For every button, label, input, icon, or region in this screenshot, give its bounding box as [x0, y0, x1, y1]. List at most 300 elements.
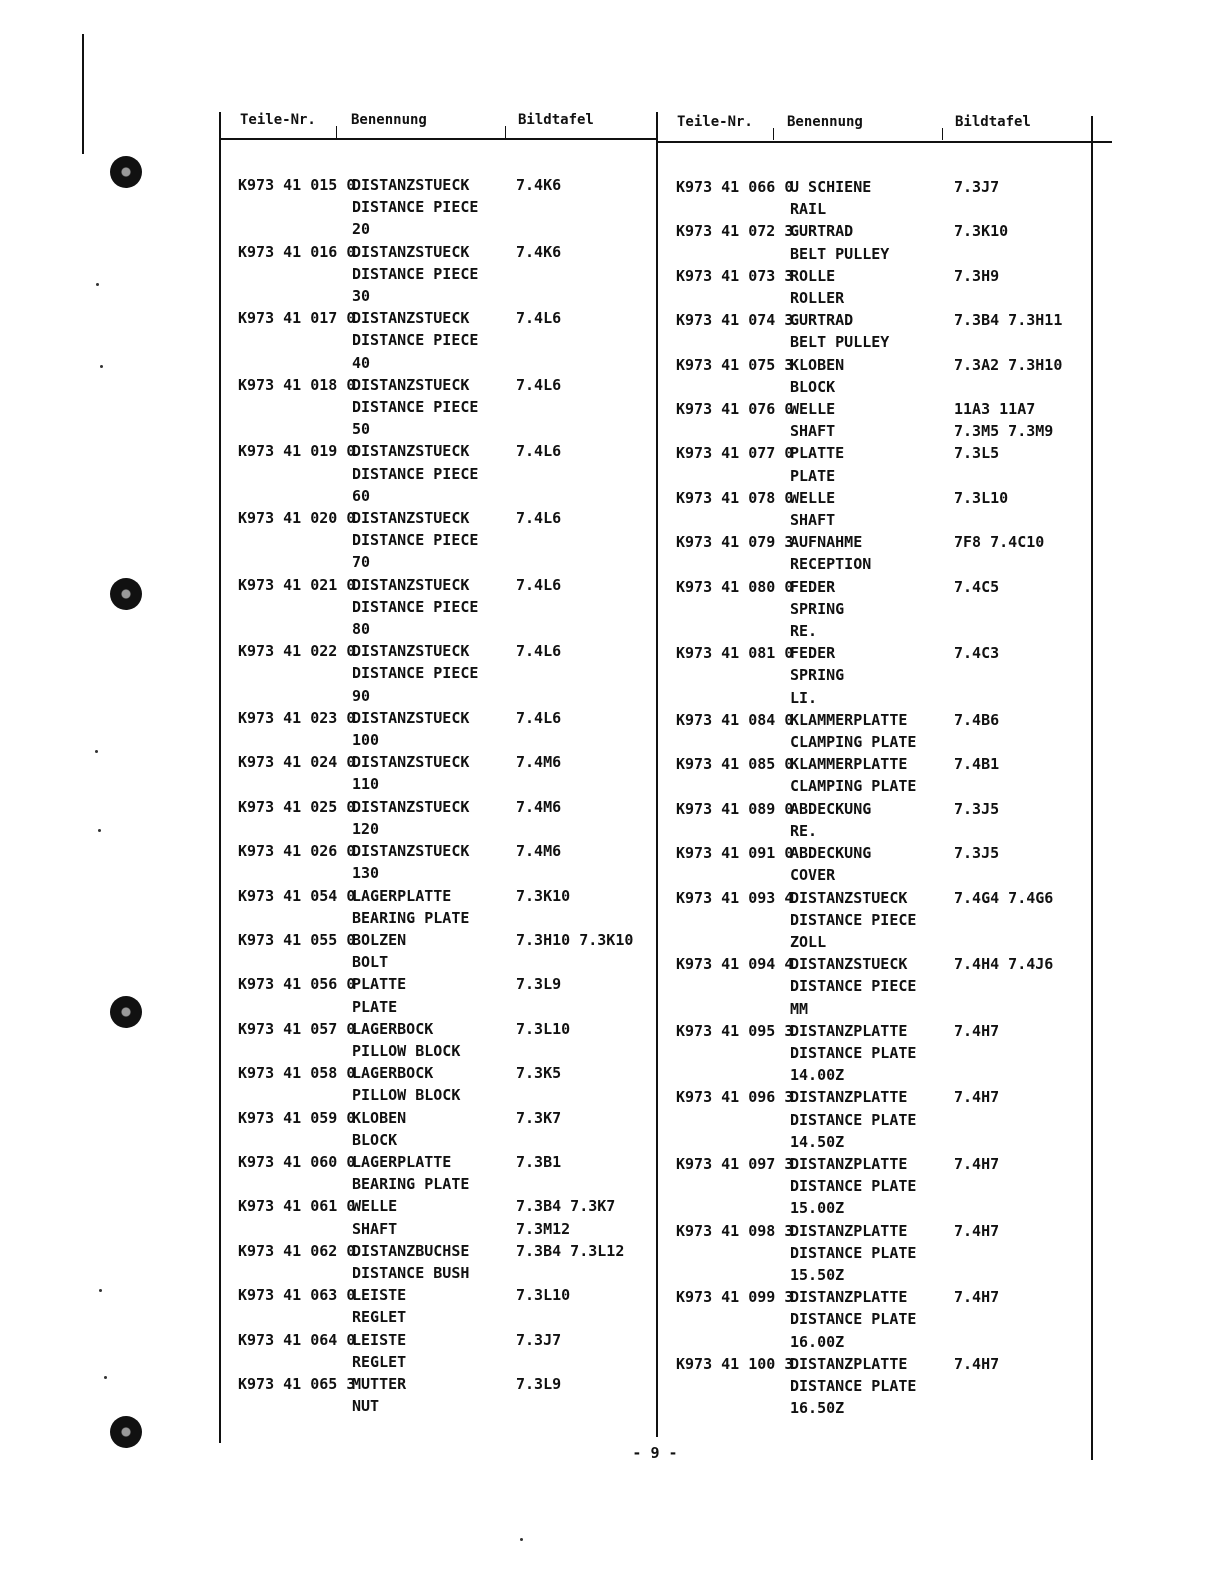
part-entry: [676, 531, 1101, 575]
part-number: K973 41 096 3: [676, 1088, 794, 1107]
part-name: DISTANZPLATTE: [790, 1154, 908, 1173]
part-entry: [238, 1107, 663, 1151]
parts-list-right: [676, 176, 1101, 1419]
plate-reference: 7.4H4 7.4J6: [954, 955, 1054, 974]
header-name-right: Benennung: [787, 114, 863, 130]
part-entry: [238, 1373, 663, 1417]
blank-cell: [238, 196, 352, 218]
plate-reference: 7.3L10: [954, 488, 1009, 507]
part-entry-subrow: [676, 1264, 1101, 1286]
blank-cell: [238, 1129, 352, 1151]
blank-cell: [676, 243, 790, 265]
plate-reference: 7.4L6: [516, 642, 562, 661]
blank-cell: [238, 773, 352, 795]
part-number: K973 41 084 0: [676, 710, 794, 729]
plate-reference: 7.3B4 7.3K7: [516, 1197, 616, 1216]
part-description: RAIL: [790, 200, 827, 219]
part-entry-subrow: [676, 820, 1101, 842]
part-entry-row: [676, 487, 1101, 509]
plate-reference: 7.4H7: [954, 1154, 1000, 1173]
part-description: DISTANCE BUSH: [352, 1263, 470, 1282]
plate-reference-continued: 7.3M12: [516, 1219, 571, 1238]
part-name: GURTRAD: [790, 222, 854, 241]
blank-cell: [676, 1397, 790, 1419]
part-name: LEISTE: [352, 1286, 407, 1305]
part-entry-subrow: [676, 198, 1101, 220]
part-name: LEISTE: [352, 1330, 407, 1349]
part-name: DISTANZSTUECK: [352, 509, 470, 528]
part-name: DISTANZPLATTE: [790, 1221, 908, 1240]
part-entry-row: [676, 887, 1101, 909]
plate-reference: 7.3L9: [516, 1374, 562, 1393]
part-name: WELLE: [790, 400, 836, 419]
part-entry-subrow: [676, 376, 1101, 398]
part-number: K973 41 098 3: [676, 1221, 794, 1240]
part-entry-subrow: [238, 818, 663, 840]
part-name: DISTANZSTUECK: [352, 309, 470, 328]
part-entry-subrow: [238, 951, 663, 973]
part-entry-row: [238, 1195, 663, 1217]
part-description: RE.: [790, 821, 818, 840]
part-entry-row: [238, 307, 663, 329]
part-entry: [238, 1018, 663, 1062]
blank-cell: [238, 685, 352, 707]
blank-cell: [238, 662, 352, 684]
part-description: DISTANCE PLATE: [790, 1310, 917, 1329]
header-part-number-left: Teile-Nr.: [240, 112, 316, 128]
part-number: K973 41 078 0: [676, 488, 794, 507]
part-entry-subrow: [676, 509, 1101, 531]
part-name: DISTANZSTUECK: [352, 708, 470, 727]
part-description: 90: [352, 686, 371, 705]
header-tick: [336, 126, 337, 138]
part-entry: [238, 707, 663, 751]
part-entry-row: [676, 398, 1101, 420]
part-description: 14.50Z: [790, 1132, 845, 1151]
part-number: K973 41 065 3: [238, 1374, 356, 1393]
part-entry: [676, 442, 1101, 486]
part-entry-subrow: [238, 463, 663, 485]
blank-cell: [676, 1109, 790, 1131]
header-part-number-right: Teile-Nr.: [677, 114, 753, 130]
part-number: K973 41 095 3: [676, 1021, 794, 1040]
plate-reference: 7.4L6: [516, 509, 562, 528]
blank-cell: [676, 420, 790, 442]
part-entry-subrow: [676, 664, 1101, 686]
part-name: BOLZEN: [352, 930, 407, 949]
plate-reference: 7.4B6: [954, 710, 1000, 729]
blank-cell: [238, 263, 352, 285]
part-number: K973 41 015 0: [238, 176, 356, 194]
part-description: BELT PULLEY: [790, 244, 890, 263]
blank-cell: [238, 1351, 352, 1373]
part-entry-subrow: [238, 1262, 663, 1284]
part-number: K973 41 100 3: [676, 1354, 794, 1373]
part-entry-row: [676, 953, 1101, 975]
part-entry: [676, 309, 1101, 353]
part-number: K973 41 081 0: [676, 644, 794, 663]
part-entry-subrow: [238, 773, 663, 795]
plate-reference: 7.4K6: [516, 242, 562, 261]
part-number: K973 41 091 0: [676, 844, 794, 863]
part-description: 15.00Z: [790, 1199, 845, 1218]
part-entry: [676, 220, 1101, 264]
plate-reference: 7.3B1: [516, 1152, 562, 1171]
part-entry: [238, 574, 663, 641]
part-entry-subrow: [676, 1308, 1101, 1330]
part-name: DISTANZPLATTE: [790, 1288, 908, 1307]
part-description: DISTANCE PIECE: [352, 331, 479, 350]
part-name: DISTANZPLATTE: [790, 1021, 908, 1040]
blank-cell: [238, 1218, 352, 1240]
part-name: DISTANZSTUECK: [352, 176, 470, 194]
part-name: DISTANZSTUECK: [352, 797, 470, 816]
plate-reference: 7.4L6: [516, 309, 562, 328]
part-description: DISTANCE PIECE: [352, 398, 479, 417]
part-entry-subrow: [238, 907, 663, 929]
part-entry-subrow: [676, 420, 1101, 442]
page-number: - 9 -: [632, 1444, 678, 1462]
part-name: DISTANZSTUECK: [352, 242, 470, 261]
part-entry-row: [238, 1107, 663, 1129]
header-plate-left: Bildtafel: [518, 112, 594, 128]
blank-cell: [676, 1331, 790, 1353]
part-entry: [238, 1195, 663, 1239]
part-description: DISTANCE PIECE: [352, 531, 479, 550]
part-number: K973 41 024 0: [238, 753, 356, 772]
part-entry: [238, 1062, 663, 1106]
part-name: PLATTE: [790, 444, 845, 463]
part-name: DISTANZSTUECK: [790, 955, 908, 974]
part-entry-row: [676, 1020, 1101, 1042]
blank-cell: [676, 998, 790, 1020]
part-entry-row: [676, 442, 1101, 464]
blank-cell: [238, 596, 352, 618]
part-entry: [676, 398, 1101, 442]
part-name: LAGERBOCK: [352, 1019, 434, 1038]
blank-cell: [676, 931, 790, 953]
blank-cell: [676, 1042, 790, 1064]
part-description: BLOCK: [352, 1130, 398, 1149]
part-description: DISTANCE PIECE: [352, 464, 479, 483]
part-entry-subrow: [676, 687, 1101, 709]
scan-speck: [98, 829, 101, 832]
part-name: PLATTE: [352, 975, 407, 994]
plate-reference: 7.4M6: [516, 753, 562, 772]
part-name: MUTTER: [352, 1374, 407, 1393]
part-description: BEARING PLATE: [352, 1175, 470, 1194]
plate-reference: 7.4H7: [954, 1021, 1000, 1040]
binder-hole: [110, 578, 142, 610]
part-entry-subrow: [676, 998, 1101, 1020]
part-number: K973 41 077 0: [676, 444, 794, 463]
blank-cell: [676, 664, 790, 686]
blank-cell: [238, 1262, 352, 1284]
blank-cell: [238, 1173, 352, 1195]
blank-cell: [676, 465, 790, 487]
part-entry-row: [676, 753, 1101, 775]
blank-cell: [238, 329, 352, 351]
blank-cell: [676, 509, 790, 531]
part-number: K973 41 016 0: [238, 242, 356, 261]
part-number: K973 41 094 4: [676, 955, 794, 974]
part-entry-subrow: [676, 1197, 1101, 1219]
part-entry: [676, 487, 1101, 531]
header-rule-right: [657, 141, 1112, 143]
part-number: K973 41 019 0: [238, 442, 356, 461]
part-entry: [238, 840, 663, 884]
part-description: DISTANCE PIECE: [790, 977, 917, 996]
scan-speck: [99, 1289, 102, 1292]
part-entry: [676, 1220, 1101, 1287]
plate-reference: 7.3H10 7.3K10: [516, 930, 634, 949]
part-entry-subrow: [676, 1331, 1101, 1353]
part-name: DISTANZSTUECK: [790, 888, 908, 907]
part-entry-subrow: [238, 685, 663, 707]
part-number: K973 41 023 0: [238, 708, 356, 727]
part-description: DISTANCE PIECE: [352, 264, 479, 283]
part-entry-subrow: [676, 243, 1101, 265]
part-description: DISTANCE PIECE: [352, 664, 479, 683]
part-number: K973 41 079 3: [676, 533, 794, 552]
part-description: 110: [352, 775, 380, 794]
part-description: 70: [352, 553, 371, 572]
part-name: DISTANZSTUECK: [352, 375, 470, 394]
scan-speck: [104, 1376, 107, 1379]
plate-reference: 7.3B4 7.3L12: [516, 1241, 625, 1260]
part-description: SHAFT: [790, 422, 836, 441]
part-entry-subrow: [238, 529, 663, 551]
part-entry: [238, 374, 663, 441]
part-entry: [238, 241, 663, 308]
part-name: U SCHIENE: [790, 178, 872, 196]
part-entry-row: [676, 798, 1101, 820]
plate-reference: 7.4C5: [954, 577, 1000, 596]
part-description: COVER: [790, 866, 836, 885]
plate-reference: 7.3J7: [516, 1330, 562, 1349]
part-entry: [676, 176, 1101, 220]
part-entry-subrow: [238, 1351, 663, 1373]
part-entry: [238, 1329, 663, 1373]
part-description: DISTANCE PIECE: [352, 198, 479, 217]
plate-reference: 7.3B4 7.3H11: [954, 311, 1063, 330]
plate-reference: 7.4L6: [516, 375, 562, 394]
part-entry-subrow: [238, 596, 663, 618]
part-entry-subrow: [238, 1129, 663, 1151]
blank-cell: [238, 485, 352, 507]
plate-reference: 7.3K10: [516, 886, 571, 905]
part-entry-row: [676, 642, 1101, 664]
part-entry: [676, 1020, 1101, 1087]
blank-cell: [676, 1175, 790, 1197]
part-entry-row: [676, 176, 1101, 198]
blank-cell: [238, 218, 352, 240]
part-description: ZOLL: [790, 932, 827, 951]
part-entry: [238, 929, 663, 973]
header-tick: [505, 126, 506, 138]
part-entry-subrow: [676, 1064, 1101, 1086]
part-name: DISTANZSTUECK: [352, 642, 470, 661]
part-entry-row: [676, 1286, 1101, 1308]
parts-list-left: [238, 174, 663, 1417]
part-entry-subrow: [676, 975, 1101, 997]
scan-mark: [82, 34, 84, 154]
part-description: DISTANCE PLATE: [790, 1376, 917, 1395]
part-number: K973 41 089 0: [676, 799, 794, 818]
part-description: 100: [352, 731, 380, 750]
part-entry: [238, 640, 663, 707]
part-description: PLATE: [352, 997, 398, 1016]
part-entry-subrow: [238, 662, 663, 684]
part-description: MM: [790, 999, 809, 1018]
part-number: K973 41 066 0: [676, 178, 794, 196]
plate-reference: 7.4L6: [516, 575, 562, 594]
part-description: DISTANCE PIECE: [352, 597, 479, 616]
plate-reference: 7.3K10: [954, 222, 1009, 241]
part-entry-subrow: [676, 1131, 1101, 1153]
part-entry: [676, 842, 1101, 886]
part-number: K973 41 058 0: [238, 1064, 356, 1083]
part-entry-subrow: [238, 218, 663, 240]
part-name: AUFNAHME: [790, 533, 863, 552]
plate-reference: 7.4H7: [954, 1354, 1000, 1373]
header-tick: [942, 128, 943, 140]
blank-cell: [676, 553, 790, 575]
blank-cell: [238, 418, 352, 440]
part-entry: [676, 709, 1101, 753]
part-name: FEDER: [790, 577, 836, 596]
part-number: K973 41 055 0: [238, 930, 356, 949]
blank-cell: [676, 1308, 790, 1330]
part-entry-subrow: [676, 864, 1101, 886]
table-left-border: [219, 112, 221, 1443]
part-entry-subrow: [238, 996, 663, 1018]
part-entry: [238, 174, 663, 241]
plate-reference: 7.4L6: [516, 708, 562, 727]
part-number: K973 41 085 0: [676, 755, 794, 774]
part-entry: [238, 307, 663, 374]
part-name: WELLE: [352, 1197, 398, 1216]
part-number: K973 41 022 0: [238, 642, 356, 661]
part-name: KLAMMERPLATTE: [790, 710, 908, 729]
part-entry-subrow: [238, 729, 663, 751]
part-number: K973 41 056 0: [238, 975, 356, 994]
part-entry-subrow: [676, 1042, 1101, 1064]
plate-reference: 7.3K5: [516, 1064, 562, 1083]
part-entry-row: [238, 973, 663, 995]
part-entry-row: [676, 531, 1101, 553]
part-number: K973 41 062 0: [238, 1241, 356, 1260]
part-name: KLOBEN: [352, 1108, 407, 1127]
part-entry: [238, 440, 663, 507]
plate-reference: 7.3L10: [516, 1019, 571, 1038]
plate-reference: 7.3A2 7.3H10: [954, 355, 1063, 374]
part-name: DISTANZSTUECK: [352, 442, 470, 461]
part-description: SHAFT: [790, 511, 836, 530]
part-description: 80: [352, 620, 371, 639]
part-entry-row: [238, 640, 663, 662]
plate-reference: 7.4C3: [954, 644, 1000, 663]
part-entry: [676, 642, 1101, 709]
part-entry-row: [238, 440, 663, 462]
part-description: BEARING PLATE: [352, 908, 470, 927]
part-entry-row: [238, 1329, 663, 1351]
plate-reference: 7.3J5: [954, 844, 1000, 863]
part-entry-row: [676, 354, 1101, 376]
part-description: 40: [352, 353, 371, 372]
part-entry-subrow: [238, 1395, 663, 1417]
blank-cell: [238, 951, 352, 973]
part-entry-subrow: [238, 396, 663, 418]
part-entry-row: [238, 241, 663, 263]
part-entry-subrow: [676, 1397, 1101, 1419]
part-entry-row: [238, 374, 663, 396]
part-description: RE.: [790, 622, 818, 641]
part-description: NUT: [352, 1397, 380, 1416]
blank-cell: [238, 396, 352, 418]
part-entry-subrow: [238, 1040, 663, 1062]
part-description: DISTANCE PLATE: [790, 1043, 917, 1062]
blank-cell: [238, 729, 352, 751]
part-entry-row: [676, 576, 1101, 598]
part-entry: [238, 751, 663, 795]
scan-speck: [100, 365, 103, 368]
part-entry-subrow: [238, 329, 663, 351]
part-entry-row: [238, 1151, 663, 1173]
blank-cell: [676, 731, 790, 753]
part-entry-subrow: [238, 1173, 663, 1195]
blank-cell: [238, 463, 352, 485]
plate-reference: 7.3J7: [954, 178, 1000, 196]
part-number: K973 41 025 0: [238, 797, 356, 816]
plate-reference: 7.3K7: [516, 1108, 562, 1127]
part-number: K973 41 021 0: [238, 575, 356, 594]
part-entry: [238, 507, 663, 574]
part-description: DISTANCE PLATE: [790, 1243, 917, 1262]
part-entry: [238, 1284, 663, 1328]
part-entry-subrow: [238, 1218, 663, 1240]
part-entry: [238, 796, 663, 840]
part-entry-row: [238, 507, 663, 529]
part-number: K973 41 093 4: [676, 888, 794, 907]
part-name: DISTANZPLATTE: [790, 1088, 908, 1107]
part-number: K973 41 074 3: [676, 311, 794, 330]
part-entry: [676, 798, 1101, 842]
part-number: K973 41 073 3: [676, 266, 794, 285]
part-entry-subrow: [676, 775, 1101, 797]
part-entry: [676, 354, 1101, 398]
part-entry-row: [238, 1018, 663, 1040]
blank-cell: [238, 996, 352, 1018]
part-entry: [238, 1151, 663, 1195]
part-entry-subrow: [676, 553, 1101, 575]
part-entry-subrow: [676, 1242, 1101, 1264]
part-entry-subrow: [676, 1375, 1101, 1397]
part-name: FEDER: [790, 644, 836, 663]
part-name: DISTANZSTUECK: [352, 753, 470, 772]
blank-cell: [676, 864, 790, 886]
part-entry: [676, 1353, 1101, 1420]
part-entry-row: [676, 1086, 1101, 1108]
blank-cell: [676, 620, 790, 642]
plate-reference: 7.3H9: [954, 266, 1000, 285]
blank-cell: [676, 331, 790, 353]
part-number: K973 41 060 0: [238, 1152, 356, 1171]
part-entry-row: [676, 842, 1101, 864]
part-number: K973 41 099 3: [676, 1288, 794, 1307]
part-entry-subrow: [676, 909, 1101, 931]
plate-reference: 7.4B1: [954, 755, 1000, 774]
